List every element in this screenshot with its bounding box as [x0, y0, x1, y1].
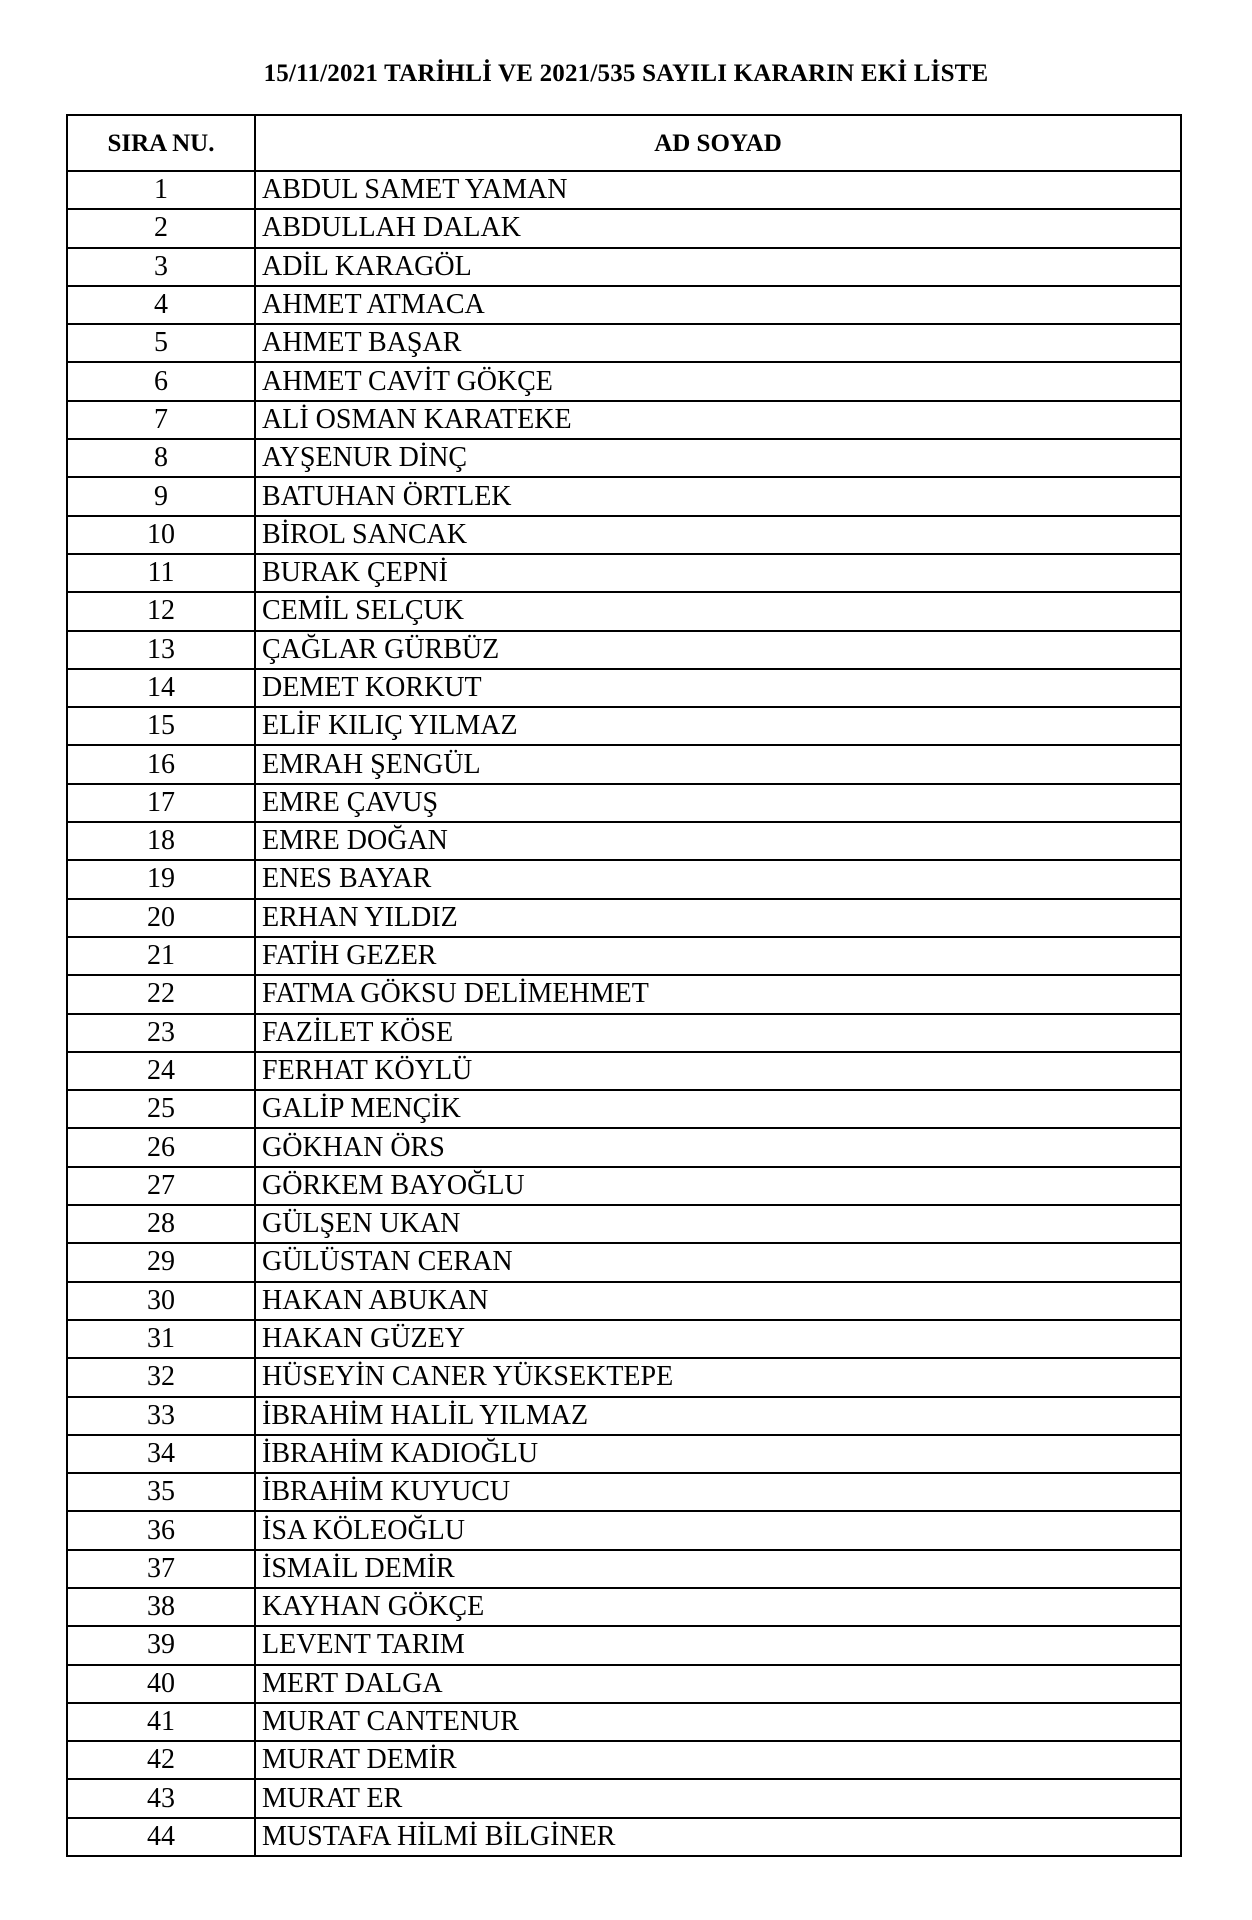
- table-row: [67, 1397, 1181, 1435]
- row-full-name: ABDULLAH DALAK: [255, 209, 1181, 247]
- table-row: [67, 1703, 1181, 1741]
- row-number: 40: [67, 1665, 255, 1703]
- table-row: [67, 1435, 1181, 1473]
- table-row: [67, 1052, 1181, 1090]
- table-row: [67, 1128, 1181, 1166]
- table-row: [67, 631, 1181, 669]
- row-number: 38: [67, 1588, 255, 1626]
- row-full-name: İBRAHİM KUYUCU: [255, 1473, 1181, 1511]
- row-full-name: MURAT DEMİR: [255, 1741, 1181, 1779]
- table-row: [67, 324, 1181, 362]
- row-number: 7: [67, 401, 255, 439]
- table-row: [67, 937, 1181, 975]
- table-row: [67, 1205, 1181, 1243]
- table-row: [67, 784, 1181, 822]
- row-full-name: ALİ OSMAN KARATEKE: [255, 401, 1181, 439]
- table-row: [67, 975, 1181, 1013]
- row-full-name: MERT DALGA: [255, 1665, 1181, 1703]
- row-full-name: LEVENT TARIM: [255, 1626, 1181, 1664]
- row-number: 33: [67, 1397, 255, 1435]
- row-number: 2: [67, 209, 255, 247]
- row-full-name: MURAT ER: [255, 1779, 1181, 1817]
- row-number: 22: [67, 975, 255, 1013]
- table-row: [67, 745, 1181, 783]
- row-full-name: İSA KÖLEOĞLU: [255, 1511, 1181, 1549]
- row-number: 34: [67, 1435, 255, 1473]
- table-row: [67, 1779, 1181, 1817]
- row-number: 14: [67, 669, 255, 707]
- row-full-name: İBRAHİM KADIOĞLU: [255, 1435, 1181, 1473]
- name-list-table: [66, 114, 1182, 1857]
- row-full-name: GÜLŞEN UKAN: [255, 1205, 1181, 1243]
- table-row: [67, 171, 1181, 209]
- row-number: 3: [67, 248, 255, 286]
- row-number: 1: [67, 171, 255, 209]
- row-number: 30: [67, 1282, 255, 1320]
- row-number: 6: [67, 362, 255, 400]
- table-row: [67, 1358, 1181, 1396]
- row-number: 37: [67, 1550, 255, 1588]
- table-row: [67, 669, 1181, 707]
- row-number: 35: [67, 1473, 255, 1511]
- row-number: 13: [67, 631, 255, 669]
- row-number: 15: [67, 707, 255, 745]
- table-row: [67, 1167, 1181, 1205]
- table-row: [67, 362, 1181, 400]
- row-number: 4: [67, 286, 255, 324]
- row-number: 16: [67, 745, 255, 783]
- row-full-name: GÖKHAN ÖRS: [255, 1128, 1181, 1166]
- table-body: [67, 171, 1181, 1856]
- row-full-name: GALİP MENÇİK: [255, 1090, 1181, 1128]
- header-sira-nu: SIRA NU.: [67, 115, 255, 171]
- row-full-name: FERHAT KÖYLÜ: [255, 1052, 1181, 1090]
- table-row: [67, 592, 1181, 630]
- row-full-name: ÇAĞLAR GÜRBÜZ: [255, 631, 1181, 669]
- row-full-name: MURAT CANTENUR: [255, 1703, 1181, 1741]
- row-number: 28: [67, 1205, 255, 1243]
- row-full-name: AHMET ATMACA: [255, 286, 1181, 324]
- row-number: 27: [67, 1167, 255, 1205]
- row-number: 5: [67, 324, 255, 362]
- table-row: [67, 209, 1181, 247]
- table-row: [67, 554, 1181, 592]
- row-full-name: HÜSEYİN CANER YÜKSEKTEPE: [255, 1358, 1181, 1396]
- row-full-name: İSMAİL DEMİR: [255, 1550, 1181, 1588]
- table-row: [67, 1473, 1181, 1511]
- row-number: 19: [67, 860, 255, 898]
- row-full-name: ENES BAYAR: [255, 860, 1181, 898]
- row-number: 21: [67, 937, 255, 975]
- table-row: [67, 1282, 1181, 1320]
- row-full-name: ADİL KARAGÖL: [255, 248, 1181, 286]
- row-full-name: AHMET BAŞAR: [255, 324, 1181, 362]
- row-full-name: KAYHAN GÖKÇE: [255, 1588, 1181, 1626]
- row-full-name: GÜLÜSTAN CERAN: [255, 1243, 1181, 1281]
- row-full-name: FATMA GÖKSU DELİMEHMET: [255, 975, 1181, 1013]
- row-full-name: HAKAN GÜZEY: [255, 1320, 1181, 1358]
- table-row: [67, 1665, 1181, 1703]
- table-row: [67, 516, 1181, 554]
- table-row: [67, 1588, 1181, 1626]
- row-full-name: MUSTAFA HİLMİ BİLGİNER: [255, 1818, 1181, 1856]
- row-full-name: ABDUL SAMET YAMAN: [255, 171, 1181, 209]
- header-ad-soyad: AD SOYAD: [255, 115, 1181, 171]
- table-row: [67, 1741, 1181, 1779]
- row-full-name: BİROL SANCAK: [255, 516, 1181, 554]
- table-row: [67, 1626, 1181, 1664]
- row-number: 12: [67, 592, 255, 630]
- row-number: 36: [67, 1511, 255, 1549]
- table-row: [67, 822, 1181, 860]
- row-number: 10: [67, 516, 255, 554]
- row-full-name: ERHAN YILDIZ: [255, 899, 1181, 937]
- table-row: [67, 439, 1181, 477]
- row-full-name: FATİH GEZER: [255, 937, 1181, 975]
- row-number: 25: [67, 1090, 255, 1128]
- row-number: 18: [67, 822, 255, 860]
- table-row: [67, 1818, 1181, 1856]
- row-number: 42: [67, 1741, 255, 1779]
- row-full-name: GÖRKEM BAYOĞLU: [255, 1167, 1181, 1205]
- row-full-name: BURAK ÇEPNİ: [255, 554, 1181, 592]
- row-full-name: İBRAHİM HALİL YILMAZ: [255, 1397, 1181, 1435]
- row-number: 31: [67, 1320, 255, 1358]
- row-number: 26: [67, 1128, 255, 1166]
- table-row: [67, 860, 1181, 898]
- table-row: [67, 286, 1181, 324]
- table-row: [67, 1550, 1181, 1588]
- table-row: [67, 1511, 1181, 1549]
- row-number: 20: [67, 899, 255, 937]
- row-number: 44: [67, 1818, 255, 1856]
- table-row: [67, 477, 1181, 515]
- row-full-name: AHMET CAVİT GÖKÇE: [255, 362, 1181, 400]
- row-full-name: EMRAH ŞENGÜL: [255, 745, 1181, 783]
- row-full-name: CEMİL SELÇUK: [255, 592, 1181, 630]
- row-number: 9: [67, 477, 255, 515]
- row-full-name: DEMET KORKUT: [255, 669, 1181, 707]
- table-row: [67, 899, 1181, 937]
- row-number: 23: [67, 1014, 255, 1052]
- row-number: 24: [67, 1052, 255, 1090]
- table-row: [67, 1090, 1181, 1128]
- table-row: [67, 707, 1181, 745]
- row-full-name: FAZİLET KÖSE: [255, 1014, 1181, 1052]
- table-row: [67, 401, 1181, 439]
- row-full-name: EMRE DOĞAN: [255, 822, 1181, 860]
- row-number: 11: [67, 554, 255, 592]
- row-number: 8: [67, 439, 255, 477]
- table-row: [67, 1243, 1181, 1281]
- table-row: [67, 1014, 1181, 1052]
- row-full-name: AYŞENUR DİNÇ: [255, 439, 1181, 477]
- row-full-name: HAKAN ABUKAN: [255, 1282, 1181, 1320]
- table-row: [67, 248, 1181, 286]
- document-title: 15/11/2021 TARİHLİ VE 2021/535 SAYILI KARARIN EKİ LİSTE: [263, 60, 989, 87]
- row-number: 29: [67, 1243, 255, 1281]
- row-number: 32: [67, 1358, 255, 1396]
- row-full-name: BATUHAN ÖRTLEK: [255, 477, 1181, 515]
- table-row: [67, 1320, 1181, 1358]
- row-number: 43: [67, 1779, 255, 1817]
- row-number: 17: [67, 784, 255, 822]
- table-header-row: [67, 115, 1181, 171]
- row-full-name: EMRE ÇAVUŞ: [255, 784, 1181, 822]
- row-number: 39: [67, 1626, 255, 1664]
- row-full-name: ELİF KILIÇ YILMAZ: [255, 707, 1181, 745]
- row-number: 41: [67, 1703, 255, 1741]
